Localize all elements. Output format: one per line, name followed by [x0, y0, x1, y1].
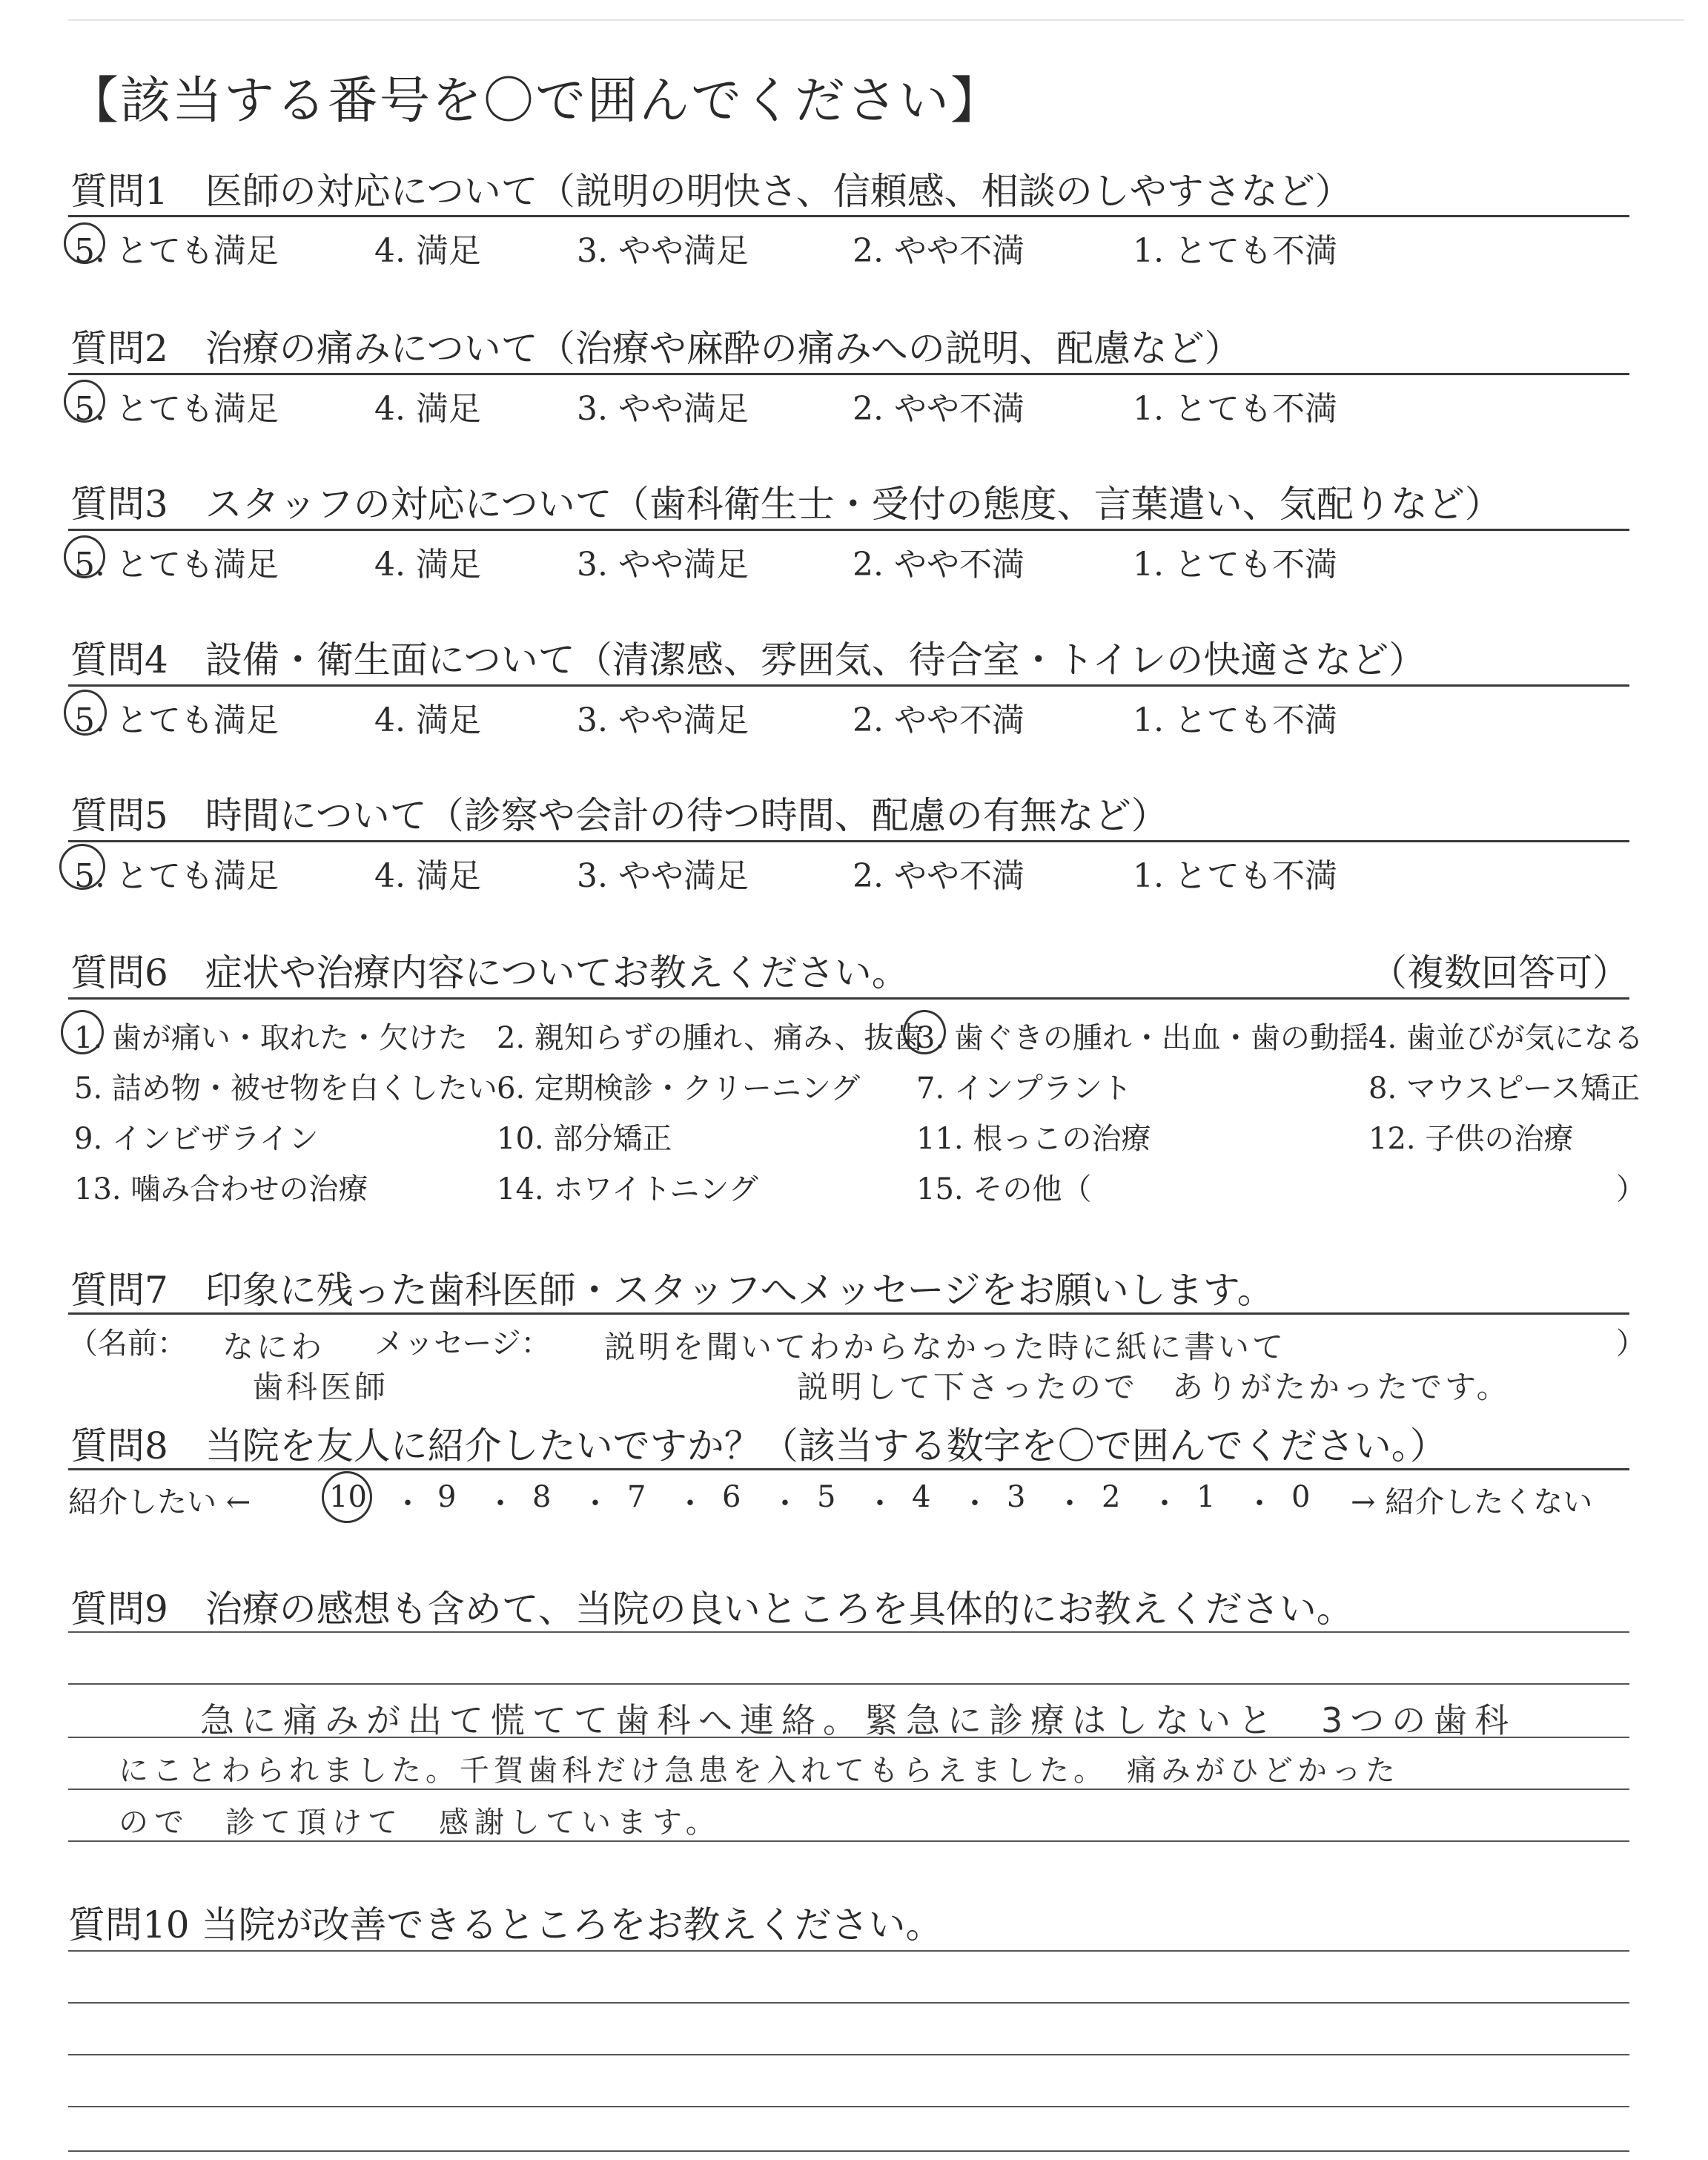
answer-line	[68, 2054, 1629, 2055]
q5-option-2[interactable]: 2. やや不満	[853, 857, 1025, 895]
message-handwritten-line2: 説明して下さったので ありがたかったです。	[797, 1369, 1511, 1405]
recommend-left-label: 紹介したい ←	[68, 1485, 251, 1519]
scale-2[interactable]: 2	[1102, 1480, 1121, 1514]
message-handwritten-line1: 説明を聞いてわからなかった時に紙に書いて	[604, 1329, 1287, 1365]
q3-option-2[interactable]: 2. やや不満	[853, 546, 1025, 584]
q6-option-7[interactable]: 7. インプラント	[916, 1071, 1132, 1106]
name-handwritten-line2: 歯科医師	[252, 1369, 389, 1405]
q6-option-10[interactable]: 10. 部分矯正	[497, 1122, 672, 1156]
scale-dot: ・	[580, 1487, 610, 1521]
q6-option-3[interactable]: 3. 歯ぐきの腫れ・出血・歯の動揺	[916, 1021, 1369, 1055]
scale-dot: ・	[675, 1487, 705, 1521]
name-label: （名前：	[68, 1327, 187, 1361]
scale-8[interactable]: 8	[532, 1480, 552, 1514]
q5-option-3[interactable]: 3. やや満足	[577, 857, 749, 895]
message-close-paren: ）	[1616, 1327, 1646, 1361]
scale-6[interactable]: 6	[722, 1480, 741, 1514]
q2-option-4[interactable]: 4. 満足	[374, 390, 481, 428]
question-10-title: 質問10 当院が改善できるところをお教えください。	[68, 1903, 943, 1946]
q1-option-4[interactable]: 4. 満足	[374, 232, 481, 270]
question-1-title: 質問1 医師の対応について（説明の明快さ、信頼感、相談のしやすさなど）	[70, 170, 1352, 213]
recommend-right-label: → 紹介したくない	[1351, 1485, 1593, 1519]
scale-4[interactable]: 4	[912, 1480, 931, 1514]
q4-option-1[interactable]: 1. とても不満	[1133, 701, 1337, 739]
scale-0[interactable]: 0	[1291, 1480, 1311, 1514]
q3-option-3[interactable]: 3. やや満足	[577, 546, 749, 584]
divider	[68, 997, 1629, 1000]
scale-7[interactable]: 7	[627, 1480, 646, 1514]
scale-dot: ・	[1055, 1487, 1085, 1521]
q6-option-8[interactable]: 8. マウスピース矯正	[1368, 1071, 1641, 1106]
q4-option-2[interactable]: 2. やや不満	[853, 701, 1025, 739]
divider	[68, 529, 1629, 531]
answer-line	[68, 2002, 1629, 2004]
q6-option-6[interactable]: 6. 定期検診・クリーニング	[497, 1071, 861, 1106]
q5-option-1[interactable]: 1. とても不満	[1133, 857, 1337, 895]
question-2-title: 質問2 治療の痛みについて（治療や麻酔の痛みへの説明、配慮など）	[70, 327, 1242, 370]
q6-option-12[interactable]: 12. 子供の治療	[1368, 1122, 1574, 1156]
q5-option-4[interactable]: 4. 満足	[374, 857, 481, 895]
scale-10[interactable]: 10	[329, 1480, 367, 1514]
scale-3[interactable]: 3	[1007, 1480, 1026, 1514]
q6-option-9[interactable]: 9. インビザライン	[74, 1122, 319, 1156]
scale-9[interactable]: 9	[437, 1480, 457, 1514]
question-6-title: 質問6 症状や治療内容についてお教えください。	[70, 951, 909, 994]
scale-1[interactable]: 1	[1196, 1480, 1216, 1514]
q9-handwritten-line3: ので 診て頂けて 感謝しています。	[119, 1806, 721, 1840]
question-7-title: 質問7 印象に残った歯科医師・スタッフへメッセージをお願いします。	[70, 1269, 1274, 1312]
q3-option-5[interactable]: 5. とても満足	[74, 546, 279, 584]
q1-option-1[interactable]: 1. とても不満	[1133, 232, 1337, 270]
answer-line	[68, 1950, 1629, 1952]
divider	[68, 373, 1629, 375]
scale-dot: ・	[865, 1487, 895, 1521]
divider	[68, 684, 1629, 687]
divider	[68, 1468, 1629, 1470]
question-8-title: 質問8 当院を友人に紹介したいですか？（該当する数字を〇で囲んでください。）	[70, 1424, 1447, 1467]
page-title: 【該当する番号を〇で囲んでください】	[68, 72, 1003, 131]
divider	[68, 840, 1629, 842]
scale-dot: ・	[770, 1487, 800, 1521]
q6-option-4[interactable]: 4. 歯並びが気になる	[1368, 1021, 1644, 1055]
q3-option-1[interactable]: 1. とても不満	[1133, 546, 1337, 584]
q2-option-2[interactable]: 2. やや不満	[853, 390, 1025, 428]
question-5-title: 質問5 時間について（診察や会計の待つ時間、配慮の有無など）	[70, 794, 1168, 837]
q6-option-15[interactable]: 15. その他（	[916, 1172, 1092, 1206]
q4-option-3[interactable]: 3. やや満足	[577, 701, 749, 739]
q3-option-4[interactable]: 4. 満足	[374, 546, 481, 584]
q6-option-14[interactable]: 14. ホワイトニング	[497, 1172, 758, 1206]
q9-handwritten-line1: 急に痛みが出て慌てて歯科へ連絡。緊急に診療はしないと 3つの歯科	[200, 1700, 1517, 1740]
q5-option-5[interactable]: 5. とても満足	[74, 857, 279, 895]
scale-dot: ・	[960, 1487, 990, 1521]
page-top-edge	[68, 19, 1684, 21]
q4-option-5[interactable]: 5. とても満足	[74, 701, 279, 739]
divider	[68, 215, 1629, 217]
q6-option-13[interactable]: 13. 噛み合わせの治療	[74, 1172, 368, 1206]
answer-line	[68, 1631, 1629, 1633]
answer-line	[68, 2106, 1629, 2107]
answer-line	[68, 1683, 1629, 1685]
question-4-title: 質問4 設備・衛生面について（清潔感、雰囲気、待合室・トイレの快適さなど）	[70, 638, 1426, 681]
q6-option-11[interactable]: 11. 根っこの治療	[916, 1122, 1151, 1156]
q9-handwritten-line2: にことわられました。千賀歯科だけ急患を入れてもらえました。 痛みがひどかった	[119, 1754, 1400, 1788]
divider	[68, 1312, 1629, 1315]
q6-option-5[interactable]: 5. 詰め物・被せ物を白くしたい	[74, 1071, 497, 1106]
q6-other-close-paren: ）	[1616, 1172, 1646, 1206]
q1-option-3[interactable]: 3. やや満足	[577, 232, 749, 270]
message-label: メッセージ：	[374, 1327, 551, 1361]
q6-option-2[interactable]: 2. 親知らずの腫れ、痛み、抜歯	[497, 1021, 924, 1055]
q2-option-5[interactable]: 5. とても満足	[74, 390, 279, 428]
question-9-title: 質問9 治療の感想も含めて、当院の良いところを具体的にお教えください。	[70, 1588, 1354, 1631]
answer-line	[68, 2150, 1629, 2152]
name-handwritten-line1: なにわ	[222, 1329, 325, 1365]
multiple-answers-note: （複数回答可）	[1370, 951, 1629, 994]
q2-option-3[interactable]: 3. やや満足	[577, 390, 749, 428]
q6-option-1[interactable]: 1. 歯が痛い・取れた・欠けた	[74, 1021, 468, 1055]
scale-5[interactable]: 5	[817, 1480, 836, 1514]
q4-option-4[interactable]: 4. 満足	[374, 701, 481, 739]
q1-option-2[interactable]: 2. やや不満	[853, 232, 1025, 270]
scale-dot: ・	[1245, 1487, 1274, 1521]
scale-dot: ・	[486, 1487, 515, 1521]
scale-dot: ・	[1150, 1487, 1179, 1521]
question-3-title: 質問3 スタッフの対応について（歯科衛生士・受付の態度、言葉遣い、気配りなど）	[70, 483, 1502, 526]
q1-option-5[interactable]: 5. とても満足	[74, 232, 279, 270]
q2-option-1[interactable]: 1. とても不満	[1133, 390, 1337, 428]
scale-dot: ・	[393, 1487, 423, 1521]
